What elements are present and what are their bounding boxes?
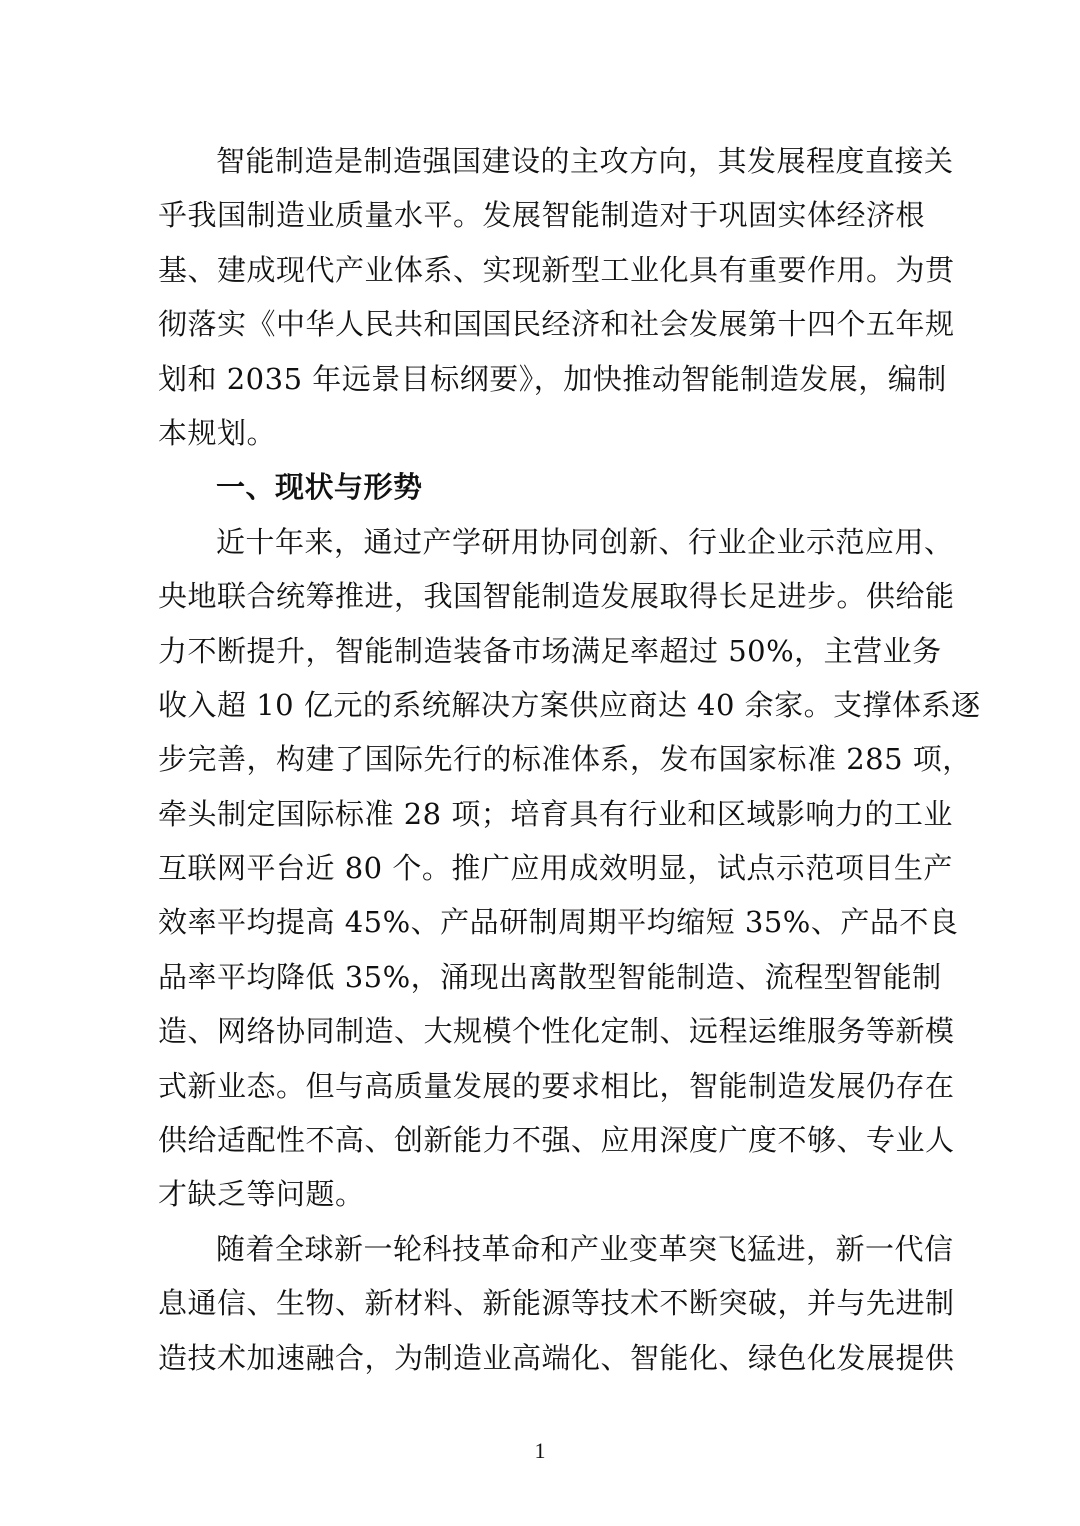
intro-line: 智能制造是制造强国建设的主攻方向，其发展程度直接关 <box>216 144 954 178</box>
status-paragraph <box>158 515 981 1222</box>
paragraph-line: 式新业态。但与高质量发展的要求相比，智能制造发展仍存在 <box>158 1068 955 1103</box>
intro-line: 划和 2035 年远景目标纲要》，加快推动智能制造发展，编制 <box>158 361 947 396</box>
paragraph-line: 效率平均提高 45%、产品研制周期平均缩短 35%、产品不良 <box>158 905 959 940</box>
paragraph-line: 步完善，构建了国际先行的标准体系，发布国家标准 285 项， <box>158 742 972 777</box>
paragraph-line: 互联网平台近 80 个。推广应用成效明显，试点示范项目生产 <box>158 851 953 886</box>
document-body <box>158 134 981 1385</box>
paragraph-line: 品率平均降低 35%，涌现出离散型智能制造、流程型智能制 <box>158 959 942 994</box>
paragraph-line: 供给适配性不高、创新能力不强、应用深度广度不够、专业人 <box>158 1123 955 1158</box>
paragraph-line: 央地联合统筹推进，我国智能制造发展取得长足进步。供给能 <box>158 579 955 614</box>
paragraph-line: 近十年来，通过产学研用协同创新、行业企业示范应用、 <box>216 524 954 559</box>
intro-line: 基、建成现代产业体系、实现新型工业化具有重要作用。为贯 <box>158 252 955 287</box>
intro-line: 彻落实《中华人民共和国国民经济和社会发展第十四个五年规 <box>158 307 955 342</box>
paragraph-line: 随着全球新一轮科技革命和产业变革突飞猛进，新一代信 <box>216 1231 954 1266</box>
paragraph-line: 造、网络协同制造、大规模个性化定制、远程运维服务等新模 <box>158 1014 955 1049</box>
intro-line: 乎我国制造业质量水平。发展智能制造对于巩固实体经济根 <box>158 198 926 233</box>
intro-line: 本规划。 <box>158 415 277 450</box>
paragraph-line: 力不断提升，智能制造装备市场满足率超过 50%，主营业务 <box>158 633 942 668</box>
paragraph-line: 息通信、生物、新材料、新能源等技术不断突破，并与先进制 <box>158 1286 955 1321</box>
section-heading: 一、现状与形势 <box>216 470 423 505</box>
paragraph-line: 造技术加速融合，为制造业高端化、智能化、绿色化发展提供 <box>158 1340 955 1375</box>
trend-paragraph <box>158 1222 955 1385</box>
intro-paragraph <box>158 134 955 460</box>
page-number: 1 <box>534 1438 546 1463</box>
paragraph-line: 收入超 10 亿元的系统解决方案供应商达 40 余家。支撑体系逐 <box>158 687 981 722</box>
paragraph-line: 才缺乏等问题。 <box>158 1177 365 1212</box>
paragraph-line: 牵头制定国际标准 28 项；培育具有行业和区域影响力的工业 <box>158 796 953 831</box>
